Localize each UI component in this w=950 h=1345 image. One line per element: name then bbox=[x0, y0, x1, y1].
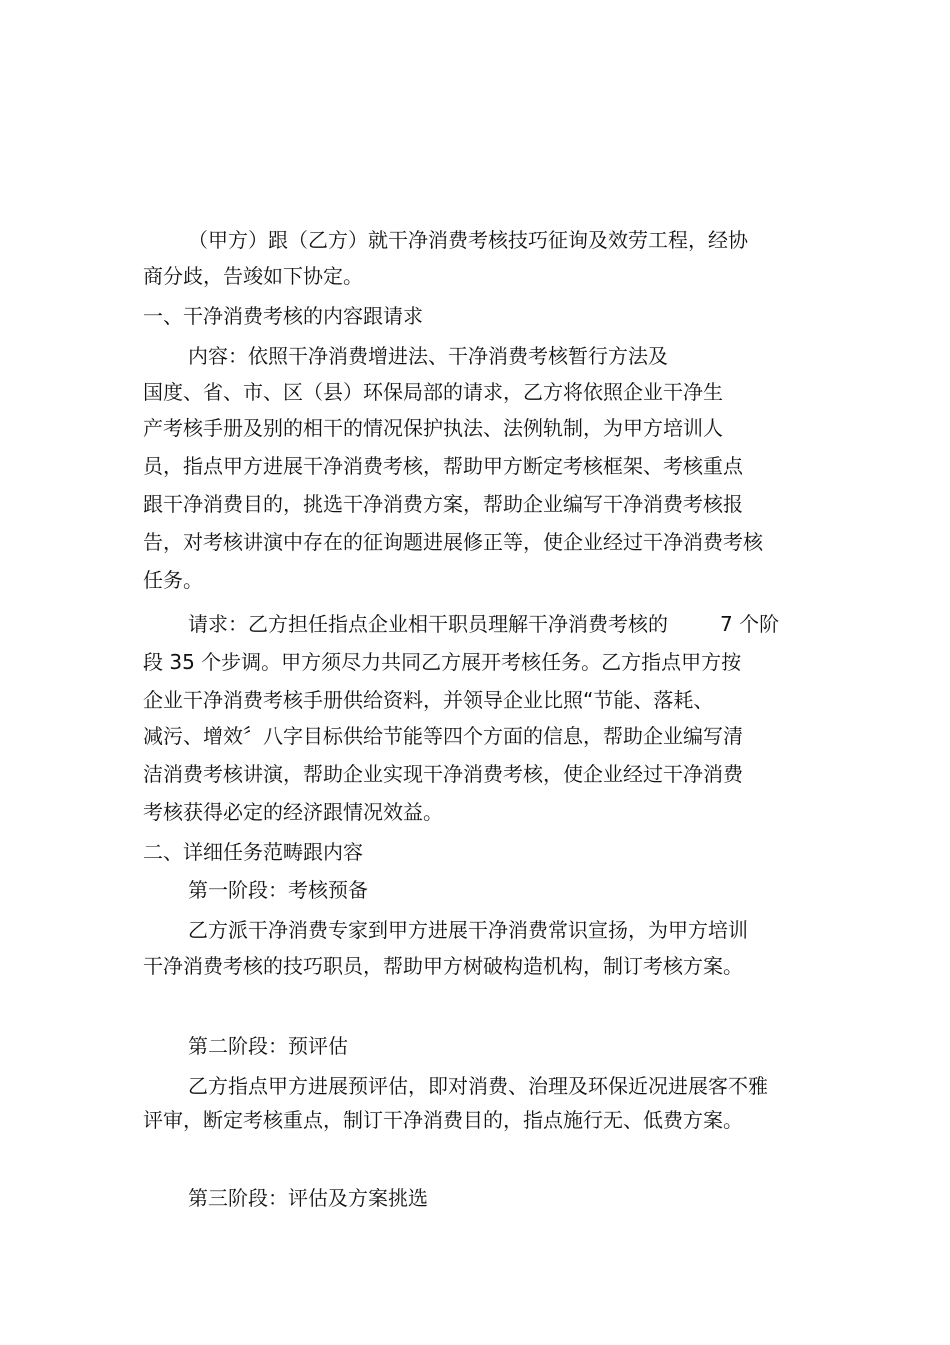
content-line-1: 内容：依照干净消费增进法、干净消费考核暂行方法及 bbox=[188, 344, 668, 368]
requirement-line-6: 考核获得必定的经济跟情况效益。 bbox=[143, 800, 443, 824]
stage-2-line-1: 乙方指点甲方进展预评估，即对消费、治理及环保近况进展客不雅 bbox=[188, 1074, 768, 1098]
requirement-line-2: 段 35 个步调。甲方须尽力共同乙方展开考核任务。乙方指点甲方按 bbox=[143, 650, 742, 674]
requirement-line-4: 减污、增效〞八字目标供给节能等四个方面的信息，帮助企业编写清 bbox=[143, 724, 743, 748]
content-line-4: 员，指点甲方进展干净消费考核，帮助甲方断定考核框架、考核重点 bbox=[143, 454, 743, 478]
stage-1-line-1: 乙方派干净消费专家到甲方进展干净消费常识宣扬，为甲方培训 bbox=[188, 918, 748, 942]
stage-3-title: 第三阶段：评估及方案挑选 bbox=[188, 1186, 428, 1210]
content-line-5: 跟干净消费目的，挑选干净消费方案，帮助企业编写干净消费考核报 bbox=[143, 492, 743, 516]
section-2-heading: 二、详细任务范畴跟内容 bbox=[143, 840, 363, 864]
stage-2-title: 第二阶段：预评估 bbox=[188, 1034, 348, 1058]
content-line-2: 国度、省、市、区（县）环保局部的请求，乙方将依照企业干净生 bbox=[143, 380, 723, 404]
stage-1-line-2: 干净消费考核的技巧职员，帮助甲方树破构造机构，制订考核方案。 bbox=[143, 954, 743, 978]
requirement-line-5: 洁消费考核讲演，帮助企业实现干净消费考核，使企业经过干净消费 bbox=[143, 762, 743, 786]
requirement-line-1-text: 请求：乙方担任指点企业相干职员理解干净消费考核的 bbox=[188, 612, 668, 636]
content-line-6: 告，对考核讲演中存在的征询题进展修正等，使企业经过干净消费考核 bbox=[143, 530, 763, 554]
intro-line-2: 商分歧，告竣如下协定。 bbox=[143, 264, 363, 288]
stage-1-title: 第一阶段：考核预备 bbox=[188, 878, 368, 902]
content-line-3: 产考核手册及别的相干的情况保护执法、法例轨制，为甲方培训人 bbox=[143, 416, 723, 440]
requirement-line-1-tail: 7 个阶 bbox=[720, 612, 780, 636]
stage-2-line-2: 评审，断定考核重点，制订干净消费目的，指点施行无、低费方案。 bbox=[143, 1108, 743, 1132]
requirement-line-3: 企业干净消费考核手册供给资料，并领导企业比照“节能、落耗、 bbox=[143, 688, 714, 712]
content-line-7: 任务。 bbox=[143, 568, 203, 592]
requirement-line-1 bbox=[188, 610, 779, 638]
section-1-heading: 一、干净消费考核的内容跟请求 bbox=[143, 304, 423, 328]
intro-line-1: （甲方）跟（乙方）就干净消费考核技巧征询及效劳工程，经协 bbox=[188, 228, 748, 252]
